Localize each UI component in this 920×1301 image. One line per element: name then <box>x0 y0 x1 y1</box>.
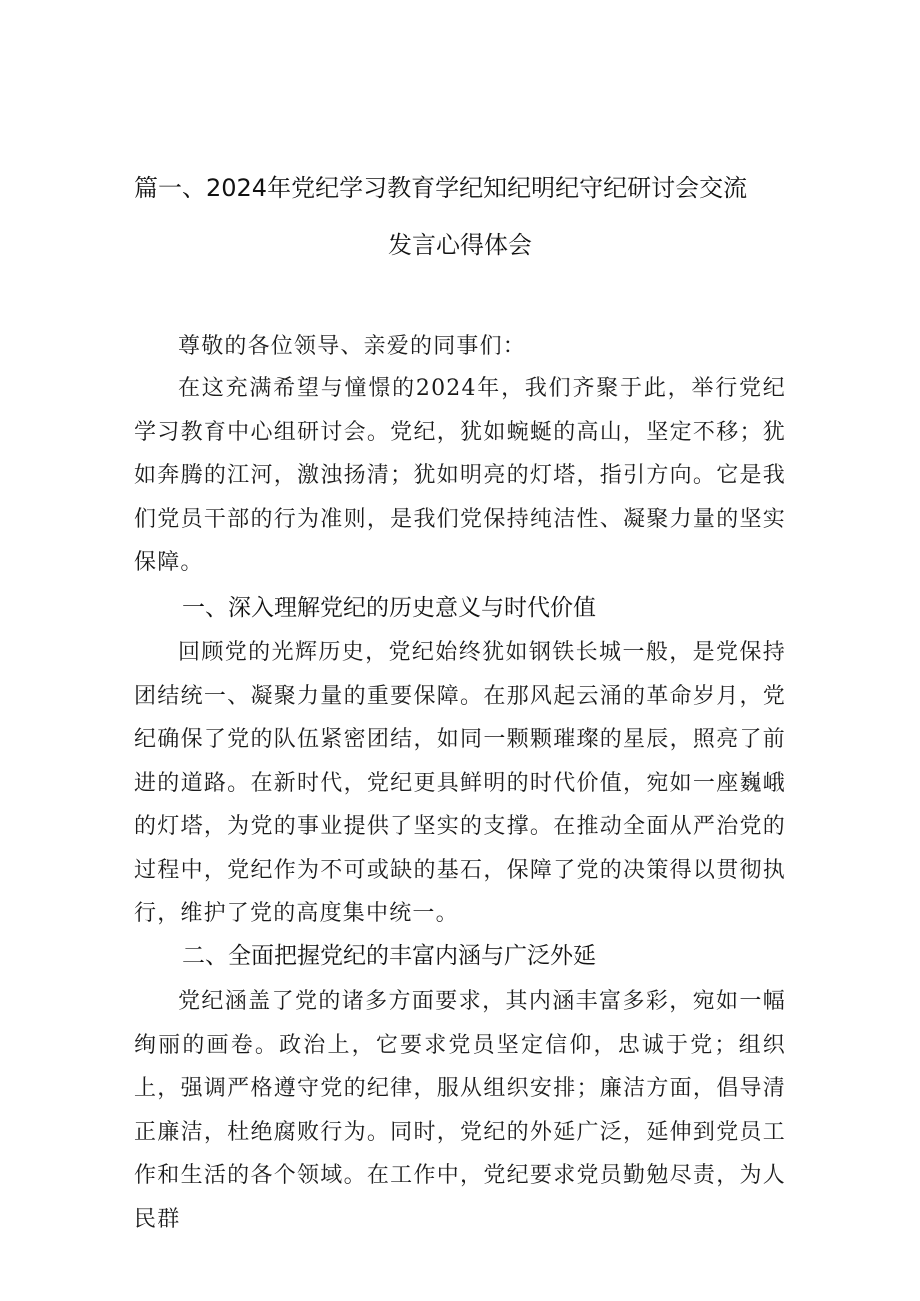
document-title-line1: 篇一、2024年党纪学习教育学纪知纪明纪守纪研讨会交流 <box>134 174 748 202</box>
paragraph-connotation <box>134 980 786 1241</box>
paragraph-connotation-text: 党纪涵盖了党的诸多方面要求，其内涵丰富多彩，宛如一幅绚丽的画卷。政治上，它要求党员坚定信仰，忠诚于党；组织上，强调严格遵守党的纪律，服从组织安排；廉洁方面，倡导清正廉洁，杜绝腐败行为。同时，党纪的外延广泛，延伸到党员工作和生活的各个领域。在工作中，党纪要求党员勤勉尽责，为人民群 <box>134 989 786 1232</box>
greeting-text: 尊敬的各位领导、亲爱的同事们： <box>178 334 527 359</box>
paragraph-intro-text: 在这充满希望与憧憬的2024年，我们齐聚于此，举行党纪学习教育中心组研讨会。党纪，犹如蜿蜒的高山，坚定不移；犹如奔腾的江河，激浊扬清；犹如明亮的灯塔，指引方向。它是我们党员干部的行为准则，是我们党保持纯洁性、凝聚力量的坚实保障。 <box>134 376 786 575</box>
section-heading-1: 一、深入理解党纪的历史意义与时代价值 <box>182 595 596 621</box>
document-title-line2: 发言心得体会 <box>388 231 532 259</box>
paragraph-history-text: 回顾党的光辉历史，党纪始终犹如钢铁长城一般，是党保持团结统一、凝聚力量的重要保障。在那风起云涌的革命岁月，党纪确保了党的队伍紧密团结，如同一颗颗璀璨的星辰，照亮了前进的道路。在新时代，党纪更具鲜明的时代价值，宛如一座巍峨的灯塔，为党的事业提供了坚实的支撑。在推动全面从严治党的过程中，党纪作为不可或缺的基石，保障了党的决策得以贯彻执行，维护了党的高度集中统一。 <box>134 640 786 926</box>
greeting <box>134 325 786 369</box>
paragraph-intro <box>134 367 786 585</box>
section-heading-2: 二、全面把握党纪的丰富内涵与广泛外延 <box>182 943 596 969</box>
paragraph-history <box>134 631 786 936</box>
